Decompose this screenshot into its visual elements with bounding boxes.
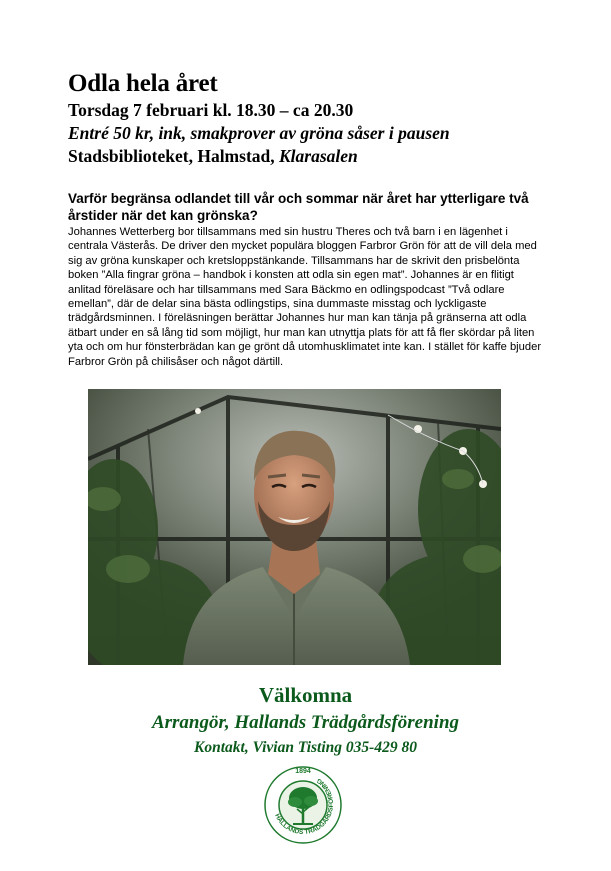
body-paragraph: Johannes Wetterberg bor tillsammans med sin hustru Theres och två barn i en lägenhet i centrala Västerås. De driver den mycket populära bloggen Farbror Grön för att de vill dela med sig av gröna kunskaper och kretsloppstänkande. Tillsammans har de skrivit den prisbelönta boken ”Alla fingrar gröna – handbok i konsten att odla sin egen mat”. Johannes är en flitigt anlitad föreläsare och har tillsammans med Sara Bäckmo en odlingspodcast ”Två odlare emellan”, där de delar sina bästa odlingstips, sina dummaste misstag och lyckligaste trädgårdsminnen. I föreläsningen berättar Johannes hur man kan tänja på gränserna att odla ätbart under en så lång tid som möjligt, hur man kan utnyttja plats för att få fler skördar på liten yta och om hur fönsterbrädan kan ge grönt då utomhusklimatet inte kan. I stället för kaffe bjuder Farbror Grön på chilisåser och något därtill. xyxy=(68,226,542,368)
venue-room: Klarasalen xyxy=(279,146,358,166)
tree-seal-icon xyxy=(263,764,343,844)
speaker-photo-illustration xyxy=(88,389,501,665)
event-venue xyxy=(68,146,358,167)
logo-year: 1894 xyxy=(295,768,311,775)
event-datetime: Torsdag 7 februari kl. 18.30 – ca 20.30 xyxy=(68,100,354,120)
event-title: Odla hela året xyxy=(68,70,218,97)
lead-paragraph: Varför begränsa odlandet till vår och sommar när året har ytterligare två årstider när det kan grönska? xyxy=(68,191,529,223)
contact-line: Kontakt, Vivian Tisting 035-429 80 xyxy=(194,739,417,756)
logo-ring-text: HALLANDS TRÄDGÅRDSFÖRENING xyxy=(273,776,336,837)
event-entry-fee: Entré 50 kr, ink, smakprover av gröna såser i pausen xyxy=(68,123,450,143)
speaker-photo xyxy=(88,389,501,665)
organizer-line: Arrangör, Hallands Trädgårdsförening xyxy=(151,712,460,733)
venue-name: Stadsbiblioteket, Halmstad, xyxy=(68,146,275,166)
welcome-heading: Välkomna xyxy=(258,683,353,707)
society-logo xyxy=(263,764,343,844)
